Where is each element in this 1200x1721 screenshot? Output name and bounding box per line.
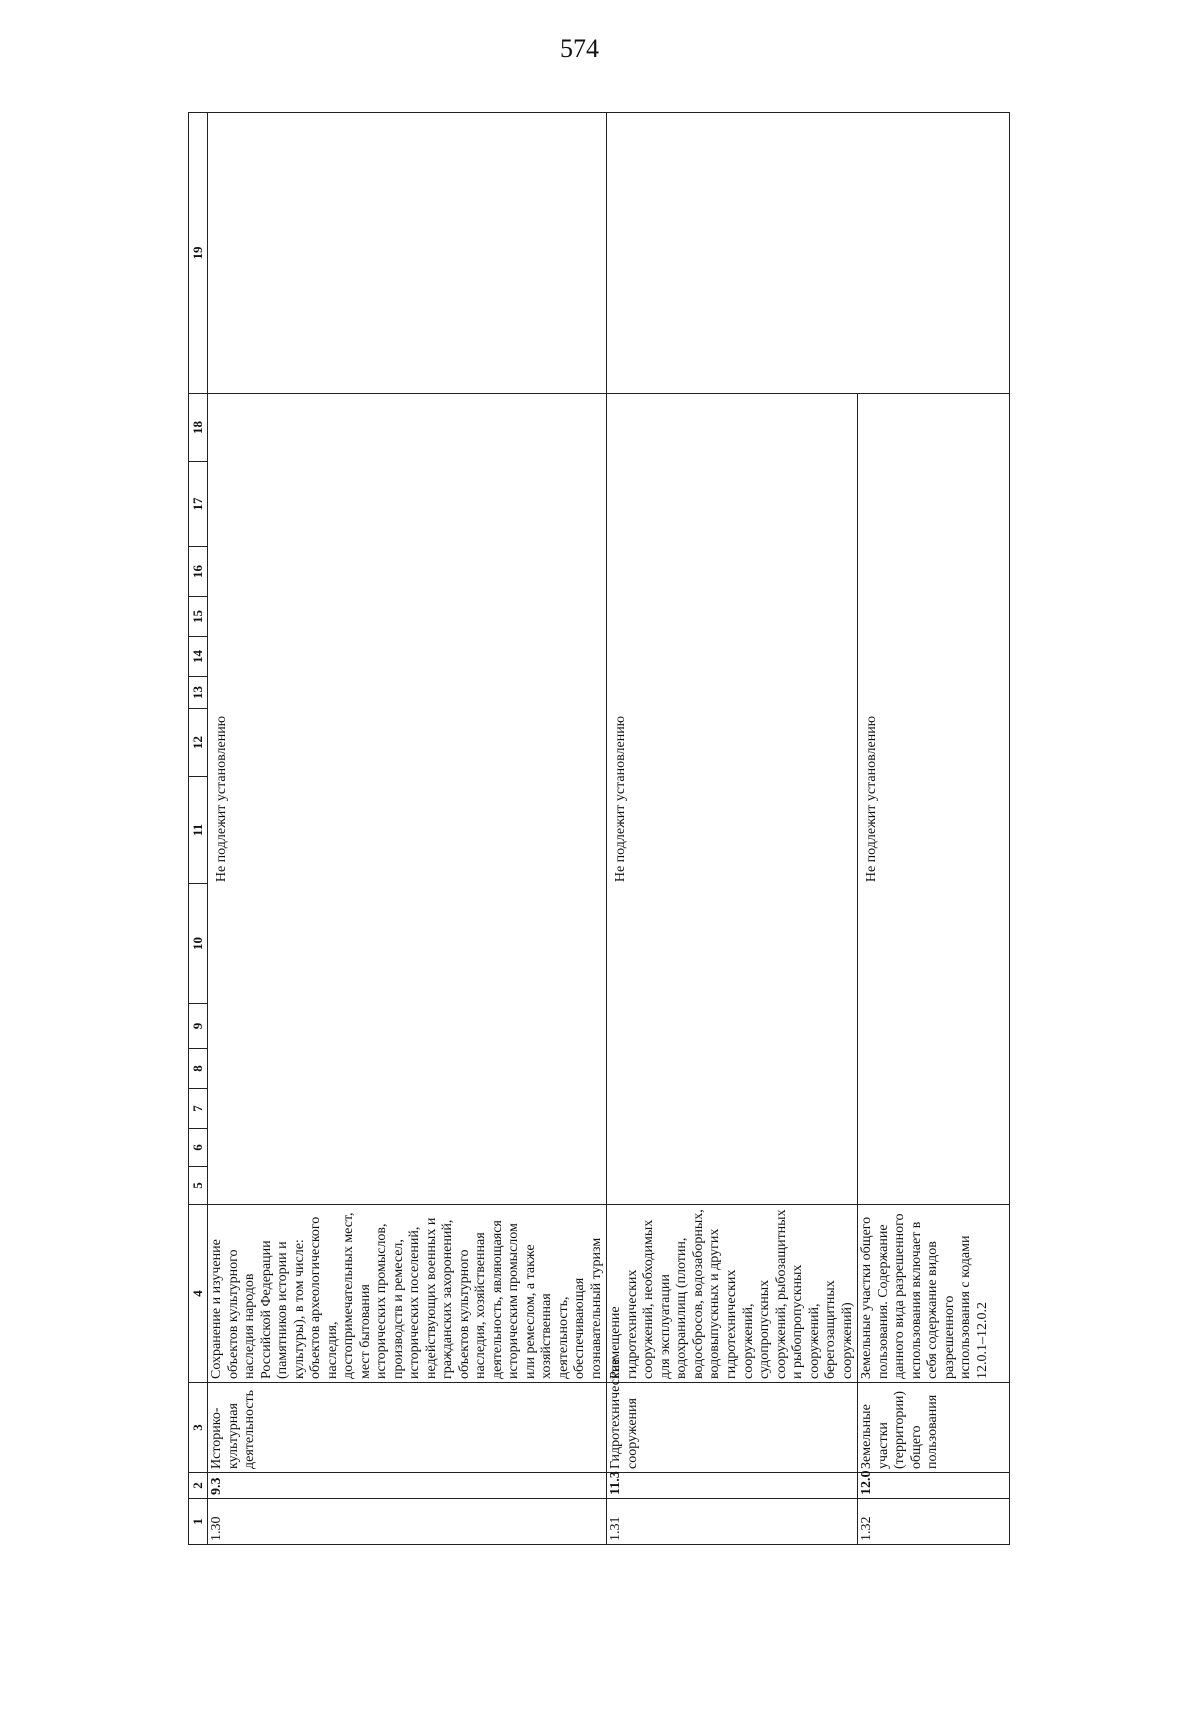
header-cell: 18 [189,394,208,462]
rotated-table-container [188,113,990,1545]
extra-cell [607,113,1010,394]
extra-cell [208,113,607,394]
header-cell: 1 [189,1499,208,1545]
header-cell: 14 [189,637,208,677]
header-cell: 17 [189,462,208,547]
row-number: 1.31 [607,1499,858,1545]
use-name: Земельные участки (территории) общего пользования [858,1383,1010,1473]
use-code: 12.0 [858,1473,1010,1499]
use-code: 9.3 [208,1473,607,1499]
row-number: 1.30 [208,1499,607,1545]
header-cell: 2 [189,1473,208,1499]
header-cell: 15 [189,597,208,637]
header-cell: 3 [189,1383,208,1473]
table-row [607,113,858,1545]
parameters-note: Не подлежит установлению [858,394,1010,1205]
parameters-note: Не подлежит установлению [607,394,858,1205]
use-description: Сохранение и изучение объектов культурного наследия народов Российской Федерации (памятников истории и культуры), в том числе: объектов археологического наследия, достопримечательных мест, мест бытования исторических промыслов, производств и ремесел, исторических поселений, недействующих военных и гражданских захоронений, объектов культурного наследия, хозяйственная деятельность, являющаяся историческим промыслом или ремеслом, а также хозяйственная деятельность, обеспечивающая познавательный туризм [208,1205,607,1383]
use-description: Размещение гидротехнических сооружений, необходимых для эксплуатации водохранилищ (плотин, водосбросов, водозаборных, водовыпускных и других гидротехнических сооружений, судопропускных сооружений, рыбозащитных и рыбопропускных сооружений, берегозащитных сооружений) [607,1205,858,1383]
header-cell: 11 [189,777,208,884]
use-code: 11.3 [607,1473,858,1499]
header-cell: 6 [189,1129,208,1167]
parameters-note: Не подлежит установлению [208,394,607,1205]
header-cell: 7 [189,1089,208,1129]
header-cell: 16 [189,547,208,597]
header-cell: 5 [189,1167,208,1205]
header-cell: 19 [189,113,208,394]
row-number: 1.32 [858,1499,1010,1545]
use-name: Гидротехнические сооружения [607,1383,858,1473]
header-cell: 4 [189,1205,208,1383]
use-name: Историко-культурная деятельность [208,1383,607,1473]
header-cell: 9 [189,1004,208,1049]
table-row [208,113,607,1545]
page-number: 574 [560,34,599,63]
header-cell: 13 [189,677,208,709]
header-cell: 8 [189,1049,208,1089]
use-description: Земельные участки общего пользования. Содержание данного вида разрешенного использования включает в себя содержание видов разрешенного использования с кодами 12.0.1–12.0.2 [858,1205,1010,1383]
data-table [188,112,1010,1545]
header-cell: 12 [189,709,208,777]
table-header-row [189,113,208,1545]
header-cell: 10 [189,884,208,1004]
